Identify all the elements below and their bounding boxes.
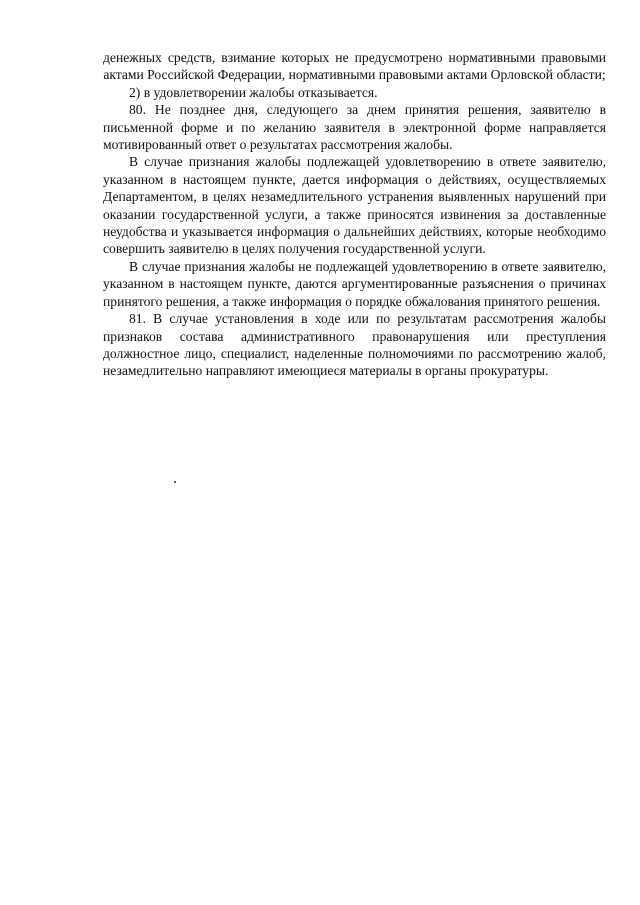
paragraph-clause-80: 80. Не позднее дня, следующего за днем принятия решения, заявителю в письменной форме и по желанию заявителя в электронной форме направляется мотивированный ответ о результатах рассмотрения жалобы. <box>103 102 606 153</box>
paragraph-complaint-satisfied: В случае признания жалобы подлежащей удовлетворению в ответе заявителю, указанном в настоящем пункте, дается информация о действиях, осуществляемых Департаментом, в целях незамедлительного устранения выявленных нарушений при оказании государственной услуги, а также приносятся извинения за доставленные неудобства и указывается информация о дальнейших действиях, которые необходимо совершить заявителю в целях получения государственной услуги. <box>103 154 606 257</box>
paragraph-continuation: денежных средств, взимание которых не предусмотрено нормативными правовыми актами Российской Федерации, нормативными правовыми актами Орловской области; <box>103 50 606 83</box>
paragraph-complaint-rejected: В случае признания жалобы не подлежащей удовлетворению в ответе заявителю, указанном в настоящем пункте, даются аргументированные разъяснения о причинах принятого решения, а также информация о порядке обжалования принятого решения. <box>103 258 606 309</box>
scan-speck <box>174 481 176 483</box>
paragraph-clause-81: 81. В случае установления в ходе или по результатам рассмотрения жалобы признаков состава административного правонарушения или преступления должностное лицо, специалист, наделенные полномочиями по рассмотрению жалоб, незамедлительно направляют имеющиеся материалы в органы прокуратуры. <box>103 311 606 379</box>
document-page <box>103 49 606 380</box>
paragraph-item-2: 2) в удовлетворении жалобы отказывается. <box>129 84 378 100</box>
